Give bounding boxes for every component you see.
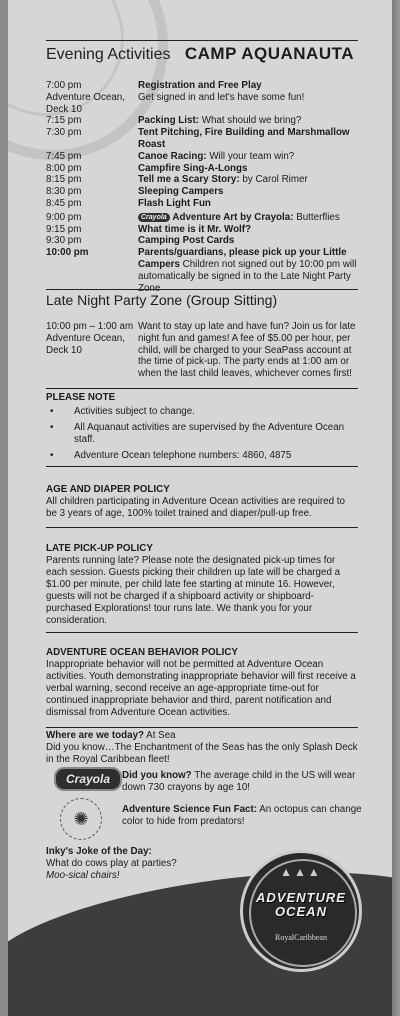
where-block [46,730,358,766]
list-item [46,406,358,418]
schedule-time: 9:00 pm [46,211,82,223]
logo-ship-icon: ▲▲▲ [280,865,322,879]
where-title: Where are we today? [46,730,144,741]
flyer-page [8,0,392,1016]
schedule-activity: Camping Post Cards [138,235,235,247]
schedule-note: by Carol Rimer [239,174,308,186]
behavior-text: Inappropriate behavior will not be permitted at Adventure Ocean activities. Youth demonstrating inappropriate behavior will first receive a verbal warning, second receive an age-appropriate time-out for continued inappropriate behavior and third, parent notification and dismissal from Adventure Ocean activities. [46,659,356,718]
schedule-time: 10:00 pm [46,247,89,259]
schedule-activity: Sleeping Campers [138,186,224,198]
schedule-row [46,235,366,247]
joke-question: What do cows play at parties? [46,858,177,869]
joke-answer: Moo-sical chairs! [46,870,120,881]
schedule-time: 9:15 pm [46,223,82,235]
schedule-time: 8:45 pm [46,197,82,209]
schedule-row [46,174,366,186]
section-rule [46,632,358,633]
where-value: At Sea [144,730,176,741]
schedule-activity: Tent Pitching, Fire Building and Marshmallow Roast [138,127,350,150]
schedule-note: Get signed in and let's have some fun! [138,91,305,103]
schedule-row [46,80,366,92]
schedule-row [46,224,366,236]
late-pickup-text: Parents running late? Please note the designated pick-up times for each session. Guests picking their children up late will be charged a $1.00 per minute, per child late fee starting at minute 16. However, guests will not be charged if a shipboard activity or shipboard-purchased Explorations! tour runs late. We thank you for your consideration. [46,555,341,626]
adventure-ocean-logo [240,850,362,972]
late-night-location: Adventure Ocean, Deck 10 [46,332,125,356]
schedule-time: 7:15 pm [46,115,82,127]
list-item [46,422,358,446]
joke-block [46,846,226,882]
bullet-icon: • [50,422,54,433]
section-rule [46,289,358,290]
schedule-row [46,186,366,198]
schedule-note: Will your team win? [206,150,295,162]
science-logo-icon: ✺ [60,798,102,840]
note-text: All Aquanaut activities are supervised by the Adventure Ocean staff. [74,422,345,445]
section-rule [46,727,358,728]
crayola-fact-title: Did you know? [122,770,192,781]
schedule-row [46,92,366,116]
science-fact-text: An octopus can change color to hide from predators! [122,804,362,827]
schedule-activity: Packing List: [138,115,199,127]
page-title: Evening Activities [46,46,171,63]
joke-title: Inky's Joke of the Day: [46,846,152,857]
science-fact [122,804,362,828]
schedule-time: 8:00 pm [46,162,82,174]
late-night-title: Late Night Party Zone (Group Sitting) [46,292,278,308]
schedule-row [46,163,366,175]
schedule-time: 7:45 pm [46,150,82,162]
late-night-time: 10:00 pm – 1:00 am [46,321,134,332]
schedule-activity: Flash Light Fun [138,197,211,209]
schedule-row [46,247,366,294]
schedule-activity: What time is it Mr. Wolf? [138,223,252,235]
age-policy-text: All children participating in Adventure Ocean activities are required to be 3 years of age, 100% toilet trained and diaper/pull-up free. [46,496,345,519]
schedule-time: 8:30 pm [46,186,82,198]
schedule-time: 7:00 pm [46,80,82,91]
schedule-row [46,151,366,163]
schedule-time: 8:15 pm [46,174,82,186]
section-rule [46,388,358,389]
crayola-fact [122,770,362,794]
logo-royal-caribbean: RoyalCaribbean [275,933,327,942]
schedule-note: What should we bring? [198,115,302,127]
schedule-activity: Parents/guardians, please pick up your Little Campers [138,247,347,270]
late-pickup-title: LATE PICK-UP POLICY [46,543,153,554]
late-night-text: Want to stay up late and have fun? Join us for late night fun and games! A fee of $5.00 per hour, per child, will be charged to your SeaPass account at the time of pick-up. The party ends at 1:00 am or when the last child leaves, whichever comes first! [138,321,356,380]
schedule-row [46,127,366,151]
bullet-icon: • [50,450,54,461]
list-item [46,450,358,462]
late-night-block [46,321,358,380]
schedule-time: 9:30 pm [46,235,82,247]
schedule-location: Adventure Ocean, Deck 10 [46,91,125,115]
crayola-logo: Crayola [54,767,122,791]
crayola-badge: Crayola [138,213,170,222]
schedule-row [46,115,366,127]
schedule-list [46,80,366,294]
note-text: Adventure Ocean telephone numbers: 4860, 4875 [74,450,292,461]
schedule-activity: Adventure Art by Crayola: [172,211,294,223]
schedule-activity: Canoe Racing: [138,150,207,162]
schedule-time: 7:30 pm [46,127,82,139]
section-rule [46,527,358,528]
please-note-title: PLEASE NOTE [46,392,116,403]
note-text: Activities subject to change. [74,406,195,417]
schedule-note: Children not signed out by 10:00 pm will automatically be signed in to the Late Night Party [138,258,357,282]
page-edge-shadow [392,0,400,1016]
schedule-activity: Tell me a Scary Story: [138,174,240,186]
schedule-row [46,212,366,224]
age-policy-title: AGE AND DIAPER POLICY [46,484,170,495]
schedule-row [46,198,366,210]
crayola-fact-text: The average child in the US will wear down 730 crayons by age 10! [122,770,356,793]
logo-banner [237,891,365,919]
bullet-icon: • [50,406,54,417]
top-rule [46,40,358,41]
logo-line1: ADVENTURE [256,890,346,905]
schedule-activity: Campfire Sing-A-Longs [138,162,248,174]
logo-line2: OCEAN [275,904,327,919]
camp-title: CAMP AQUANAUTA [184,44,354,63]
behavior-title: ADVENTURE OCEAN BEHAVIOR POLICY [46,647,238,658]
where-text: Did you know…The Enchantment of the Seas has the only Splash Deck in the Royal Caribbean fleet! [46,742,358,765]
section-rule [46,466,358,467]
science-fact-title: Adventure Science Fun Fact: [122,804,258,815]
schedule-note: Butterflies [293,211,340,223]
schedule-activity: Registration and Free Play [138,80,262,91]
please-note-list [46,406,358,466]
